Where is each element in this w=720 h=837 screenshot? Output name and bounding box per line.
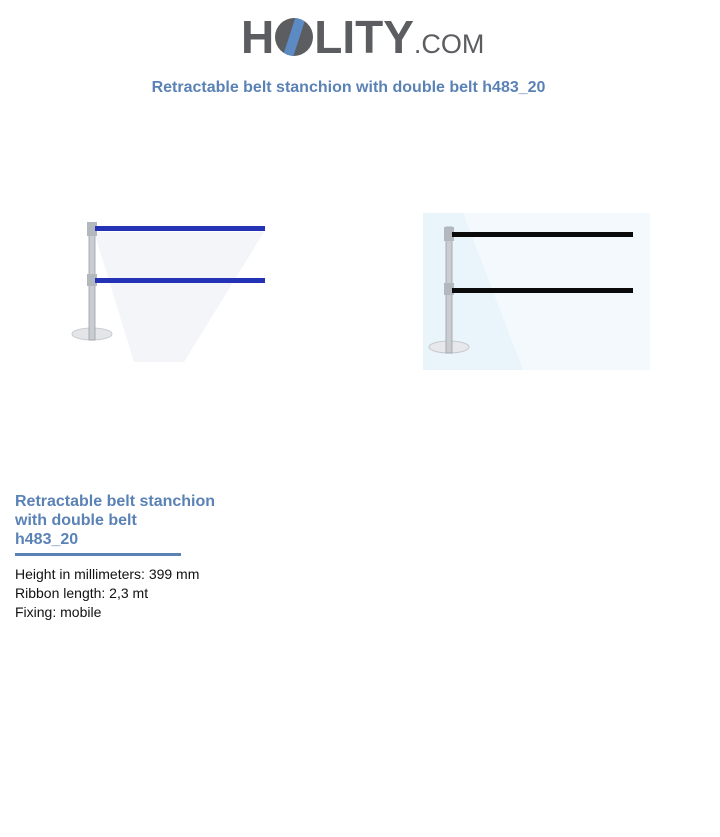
lower-belt [95,278,265,283]
lower-belt [452,288,633,293]
product-specs [15,565,199,622]
holity-logo[interactable] [241,10,485,68]
page-title: Retractable belt stanchion with double belt h483_20 [151,79,546,96]
product-name-line: h483_20 [15,531,79,548]
product-name-line: Retractable belt stanchion [15,493,216,510]
product-name-line: with double belt [15,512,137,529]
upper-belt [452,232,633,237]
spec-height: Height in millimeters: 399 mm [15,566,200,582]
logo-brand-rest: LITY [314,11,414,63]
shadow-shape [94,232,264,362]
product-photo-blue[interactable] [64,212,284,372]
title-underline [15,553,181,556]
spec-fixing: Fixing: mobile [15,604,102,620]
product-name [15,492,235,549]
spec-ribbon-length: Ribbon length: 2,3 mt [15,585,149,601]
logo-brand-h: H [241,11,275,63]
logo-tld: .COM [413,29,485,59]
logo-o-mark [275,18,313,56]
upper-belt [95,226,265,231]
product-photo-black[interactable] [423,213,650,370]
